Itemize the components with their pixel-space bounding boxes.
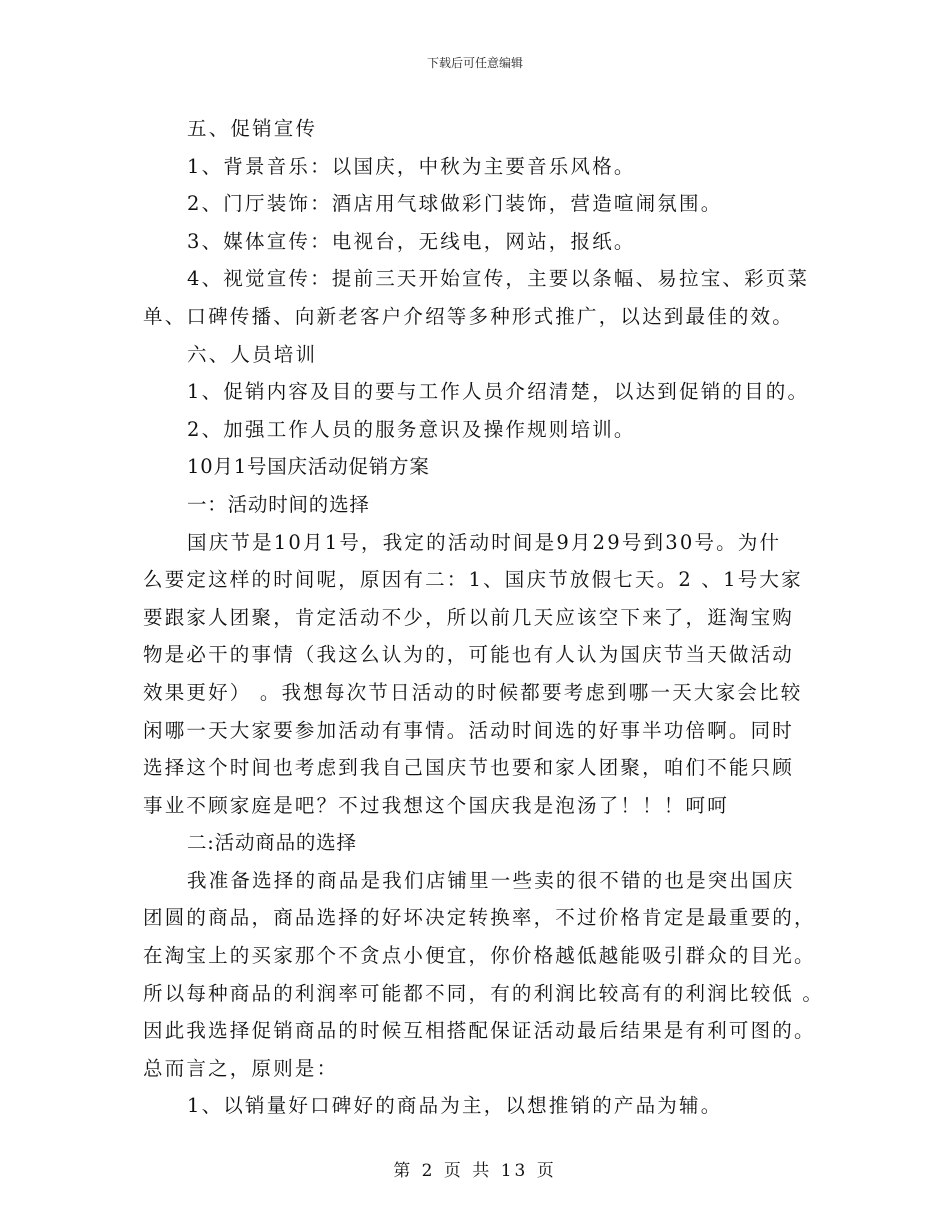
footer-prefix: 第: [393, 1161, 414, 1181]
text-line: 选择这个时间也考虑到我自己国庆节也要和家人团聚，咱们不能只顾: [143, 756, 795, 780]
text-line: 国庆节是10月1号，我定的活动时间是9月29号到30号。为什: [187, 530, 782, 554]
footer-suffix: 页: [536, 1161, 557, 1181]
text-line: 一：活动时间的选择: [187, 492, 370, 516]
text-line: 闲哪一天大家要参加活动有事情。活动时间选的好事半功倍啊。同时: [143, 718, 795, 742]
text-line: 五、促销宣传: [187, 117, 318, 140]
text-line: 要跟家人团聚，肯定活动不少，所以前几天应该空下来了，逛淘宝购: [143, 605, 795, 629]
text-line: 4、视觉宣传：提前三天开始宣传，主要以条幅、易拉宝、彩页菜: [187, 267, 810, 291]
text-line: 2、门厅装饰：酒店用气球做彩门装饰，营造喧闹氛围。: [187, 192, 723, 216]
text-line: 二:活动商品的选择: [187, 831, 357, 855]
text-line: 总而言之，原则是：: [143, 1056, 339, 1080]
text-line: 2、加强工作人员的服务意识及操作规则培训。: [187, 417, 636, 441]
text-line: 物是必干的事情（我这么认为的，可能也有人认为国庆节当天做活动: [143, 643, 795, 667]
text-line: 效果更好） 。我想每次节日活动的时候都要考虑到哪一天大家会比较: [143, 680, 803, 704]
footer-page-number: 2: [421, 1161, 436, 1181]
footer-mid: 页 共: [443, 1161, 493, 1181]
footer-total-pages: 13: [500, 1161, 529, 1181]
text-line: 我准备选择的商品是我们店铺里一些卖的很不错的也是突出国庆: [187, 868, 795, 892]
page-footer: [0, 1156, 950, 1181]
document-body: [143, 110, 825, 1125]
text-line: 10月1号国庆活动促销方案: [187, 455, 430, 479]
text-line: 3、媒体宣传：电视台，无线电，网站，报纸。: [187, 229, 636, 253]
text-line: 在淘宝上的买家那个不贪点小便宜，你价格越低越能吸引群众的目光。: [143, 944, 816, 968]
text-line: 所以每种商品的利润率可能都不同，有的利润比较高有的利润比较低 。: [143, 981, 825, 1005]
text-line: 么要定这样的时间呢，原因有二：1、国庆节放假七天。2 、1号大家: [143, 568, 803, 592]
text-line: 1、促销内容及目的要与工作人员介绍清楚，以达到促销的目的。: [187, 380, 810, 404]
text-line: 事业不顾家庭是吧？不过我想这个国庆我是泡汤了！！！呵呵: [143, 793, 729, 817]
text-line: 六、人员培训: [187, 342, 318, 366]
text-line: 1、背景音乐：以国庆，中秋为主要音乐风格。: [187, 154, 636, 178]
text-line: 因此我选择促销商品的时候互相搭配保证活动最后结果是有利可图的。: [143, 1019, 816, 1043]
text-line: 1、以销量好口碑好的商品为主，以想推销的产品为辅。: [187, 1094, 723, 1118]
text-line: 单、口碑传播、向新老客户介绍等多种形式推广，以达到最佳的效。: [143, 304, 795, 328]
text-line: 团圆的商品，商品选择的好坏决定转换率，不过价格肯定是最重要的，: [143, 906, 816, 930]
header-note: 下载后可任意编辑: [426, 56, 523, 70]
